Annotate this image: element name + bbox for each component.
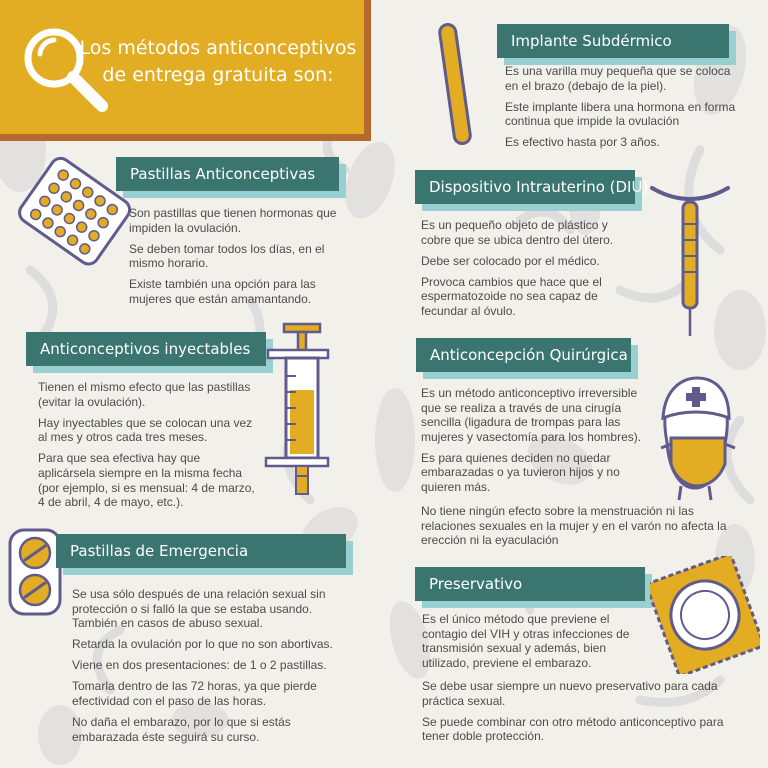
- implante-paragraph: Es efectivo hasta por 3 años.: [505, 135, 660, 150]
- page-title-line2: de entrega gratuita son:: [102, 64, 334, 86]
- quirurgica-paragraph: No tiene ningún efecto sobre la menstruación ni las relaciones sexuales en la mujer y en el varón no afecta la erección ni la eyaculación: [421, 504, 727, 548]
- quirurgica-paragraph: Es un método anticonceptivo irreversible que se realiza a través de una cirugía sencilla (ligadura de trompas para las mujeres y vasectomía para los hombres).: [421, 386, 642, 444]
- condom-icon: [650, 556, 760, 674]
- inyectables-paragraph: Hay inyectables que se colocan una vez al mes y otros cada tres meses.: [38, 415, 253, 445]
- pastillas-paragraph: Se deben tomar todos los días, en el mismo horario.: [129, 241, 325, 271]
- emergencia-paragraph: No daña el embarazo, por lo que si estás embarazada éste seguirá su curso.: [72, 715, 291, 744]
- pastillas-paragraph: Existe también una opción para las mujeres que están amamantando.: [129, 277, 316, 306]
- preservativo-text: [422, 612, 650, 677]
- syringe-icon: [262, 320, 330, 496]
- page-title: [68, 35, 368, 89]
- implante-text: [505, 64, 740, 156]
- diu-paragraph: Es un pequeño objeto de plástico y cobre que se ubica dentro del útero.: [421, 218, 614, 247]
- section-title-inyectables: Anticonceptivos inyectables: [26, 332, 266, 366]
- pastillas-paragraph: Son pastillas que tienen hormonas que impiden la ovulación.: [129, 206, 337, 235]
- implante-paragraph: Es una varilla muy pequeña que se coloca en el brazo (debajo de la piel).: [505, 64, 731, 93]
- emergencia-paragraph: Tomarla dentro de las 72 horas, ya que pierde efectividad con el paso de las horas.: [72, 679, 317, 709]
- section-title-implante: Implante Subdérmico: [497, 24, 729, 58]
- preservativo-paragraph: Es el único método que previene el contagio del VIH y otras infecciones de transmisión sexual y además, bien utilizado, previene el embarazo.: [422, 612, 630, 670]
- section-title-pastillas: Pastillas Anticonceptivas: [116, 157, 339, 191]
- emergencia-paragraph: Viene en dos presentaciones: de 1 o 2 pastillas.: [72, 658, 327, 673]
- implante-paragraph: Este implante libera una hormona en forma continua que impide la ovulación: [505, 99, 736, 129]
- emergencia-paragraph: Se usa sólo después de una relación sexual sin protección o si falló la que se estaba usando. También en casos de abuso sexual.: [72, 587, 326, 631]
- inyectables-text: [38, 380, 260, 516]
- preservativo-paragraph: Se puede combinar con otro método anticonceptivo para tener doble protección.: [422, 714, 724, 744]
- preservativo-text-extra: [422, 679, 747, 750]
- inyectables-paragraph: Para que sea efectiva hay que aplicársela siempre en la misma fecha (por ejemplo, si es mensual: 4 de marzo, 4 de abril, 4 de mayo, etc.).: [38, 451, 255, 510]
- section-title-preservativo: Preservativo: [415, 567, 645, 601]
- diu-text: [421, 218, 637, 325]
- page-title-line1: Los métodos anticonceptivos: [79, 37, 357, 59]
- section-title-emergencia: Pastillas de Emergencia: [56, 534, 346, 568]
- implant-rod-icon: [430, 20, 480, 148]
- inyectables-paragraph: Tienen el mismo efecto que las pastillas (evitar la ovulación).: [38, 380, 251, 409]
- section-title-diu: Dispositivo Intrauterino (DIU): [415, 170, 635, 204]
- quirurgica-paragraph: Es para quienes deciden no quedar embarazadas o ya tuvieron hijos y no quieren más.: [421, 450, 620, 495]
- emergencia-text: [72, 587, 344, 751]
- section-title-quirurgica: Anticoncepción Quirúrgica: [416, 338, 631, 372]
- emergencia-paragraph: Retarda la ovulación por lo que no son abortivas.: [72, 637, 333, 652]
- quirurgica-text: [421, 386, 653, 501]
- surgeon-icon: [645, 372, 745, 502]
- iud-icon: [646, 180, 734, 340]
- diu-paragraph: Provoca cambios que hace que el espermatozoide no sea capaz de fecundar al óvulo.: [421, 274, 602, 318]
- pastillas-text: [129, 206, 354, 313]
- quirurgica-text-extra: [421, 504, 751, 554]
- diu-paragraph: Debe ser colocado por el médico.: [421, 253, 600, 268]
- preservativo-paragraph: Se debe usar siempre un nuevo preservativo para cada práctica sexual.: [422, 679, 718, 708]
